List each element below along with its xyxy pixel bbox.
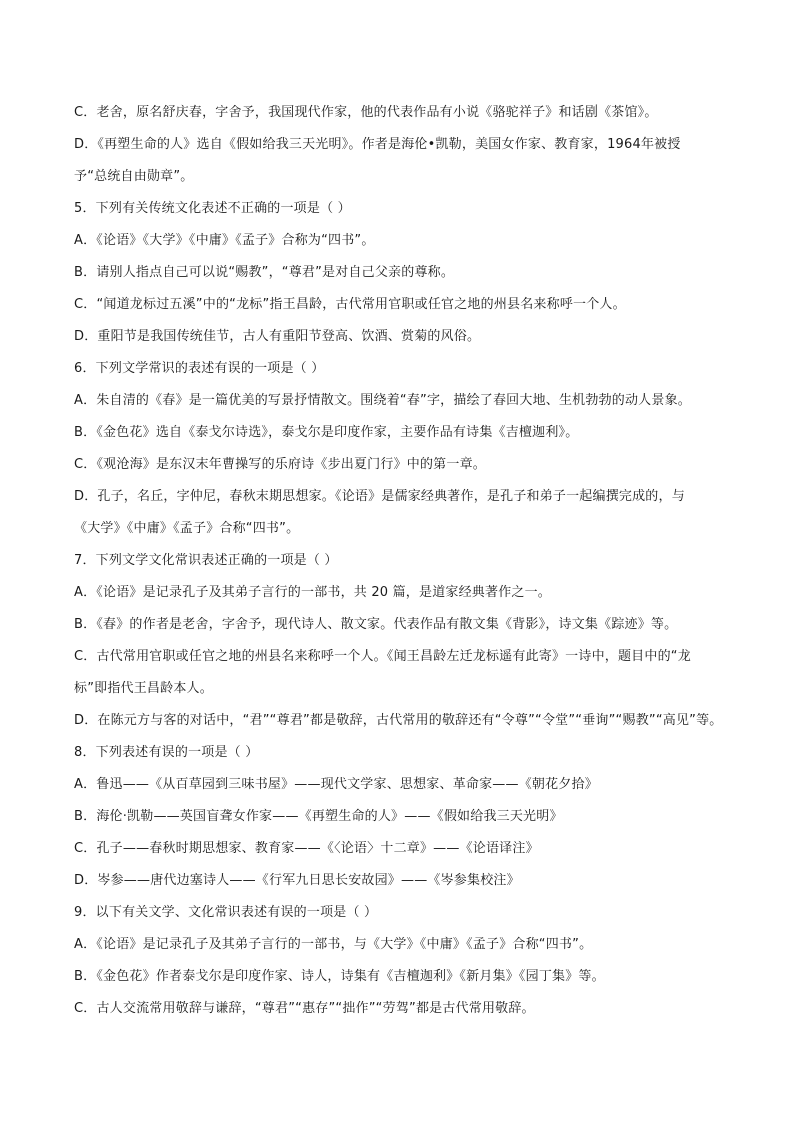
question-5-option-a: A．《论语》《大学》《中庸》《孟子》合称为“四书”。 (74, 233, 375, 248)
question-5-stem: 5．下列有关传统文化表述不正确的一项是（ ） (74, 201, 351, 216)
option-d-line: D．《再塑生命的人》选自《假如给我三天光明》。作者是海伦•凯勒，美国女作家、教育家，1964年被授 (74, 137, 681, 152)
question-9-option-c: C．古人交流常用敬辞与谦辞，“尊君”“惠存”“拙作”“劳驾”都是古代常用敬辞。 (74, 1001, 535, 1016)
question-9-option-b: B．《金色花》作者泰戈尔是印度作家、诗人，诗集有《吉檀迦利》《新月集》《园丁集》等。 (74, 969, 605, 984)
option-d-line-cont: 予“总统自由勋章”。 (74, 169, 194, 184)
question-7-option-a: A．《论语》是记录孔子及其弟子言行的一部书，共 20 篇，是道家经典著作之一。 (74, 585, 552, 600)
question-6-option-d-cont: 《大学》《中庸》《孟子》合称“四书”。 (74, 521, 300, 536)
question-7-option-d: D．在陈元方与客的对话中，“君”“尊君”都是敬辞，古代常用的敬辞还有“令尊”“令堂”“垂询”“赐教”“高见”等。 (74, 713, 723, 728)
question-7-option-c: C．古代常用官职或任官之地的州县名来称呼一个人。《闻王昌龄左迁龙标遥有此寄》一诗中，题目中的“龙 (74, 649, 691, 664)
question-6-option-b: B．《金色花》选自《泰戈尔诗选》，泰戈尔是印度作家，主要作品有诗集《吉檀迦利》。 (74, 425, 579, 440)
question-6-stem: 6．下列文学常识的表述有误的一项是（ ） (74, 361, 325, 376)
question-9-option-a: A．《论语》是记录孔子及其弟子言行的一部书，与《大学》《中庸》《孟子》合称“四书”。 (74, 937, 593, 952)
question-6-option-a: A．朱自清的《春》是一篇优美的写景抒情散文。围绕着“春”字，描绘了春回大地、生机勃勃的动人景象。 (74, 393, 691, 408)
question-5-option-b: B．请别人指点自己可以说“赐教”，“尊君”是对自己父亲的尊称。 (74, 265, 455, 280)
option-c-line: C．老舍，原名舒庆春，字舍予，我国现代作家，他的代表作品有小说《骆驼祥子》和话剧《茶馆》。 (74, 105, 658, 120)
question-5-option-d: D．重阳节是我国传统佳节，古人有重阳节登高、饮酒、赏菊的风俗。 (74, 329, 481, 344)
question-8-option-b: B．海伦·凯勒——英国盲聋女作家——《再塑生命的人》——《假如给我三天光明》 (74, 809, 563, 824)
question-7-option-b: B．《春》的作者是老舍，字舍予，现代诗人、散文家。代表作品有散文集《背影》，诗文集《踪迹》等。 (74, 617, 678, 632)
question-7-option-c-cont: 标”即指代王昌龄本人。 (74, 681, 213, 696)
question-9-stem: 9．以下有关文学、文化常识表述有误的一项是（ ） (74, 905, 378, 920)
question-5-option-c: C．“闻道龙标过五溪”中的“龙标”指王昌龄，古代常用官职或任官之地的州县名来称呼一个人。 (74, 297, 626, 312)
question-6-option-c: C．《观沧海》是东汉末年曹操写的乐府诗《步出夏门行》中的第一章。 (74, 457, 486, 472)
question-8-stem: 8．下列表述有误的一项是（ ） (74, 745, 259, 760)
question-8-option-c: C．孔子——春秋时期思想家、教育家——《〈论语〉十二章》——《论语译注》 (74, 841, 539, 856)
question-8-option-d: D．岑参——唐代边塞诗人——《行军九日思长安故园》——《岑参集校注》 (74, 873, 520, 888)
question-8-option-a: A．鲁迅——《从百草园到三味书屋》——现代文学家、思想家、革命家——《朝花夕拾》 (74, 777, 598, 792)
question-6-option-d: D．孔子，名丘，字仲尼，春秋末期思想家。《论语》是儒家经典著作，是孔子和弟子一起编撰完成的，与 (74, 489, 685, 504)
question-7-stem: 7．下列文学文化常识表述正确的一项是（ ） (74, 553, 338, 568)
